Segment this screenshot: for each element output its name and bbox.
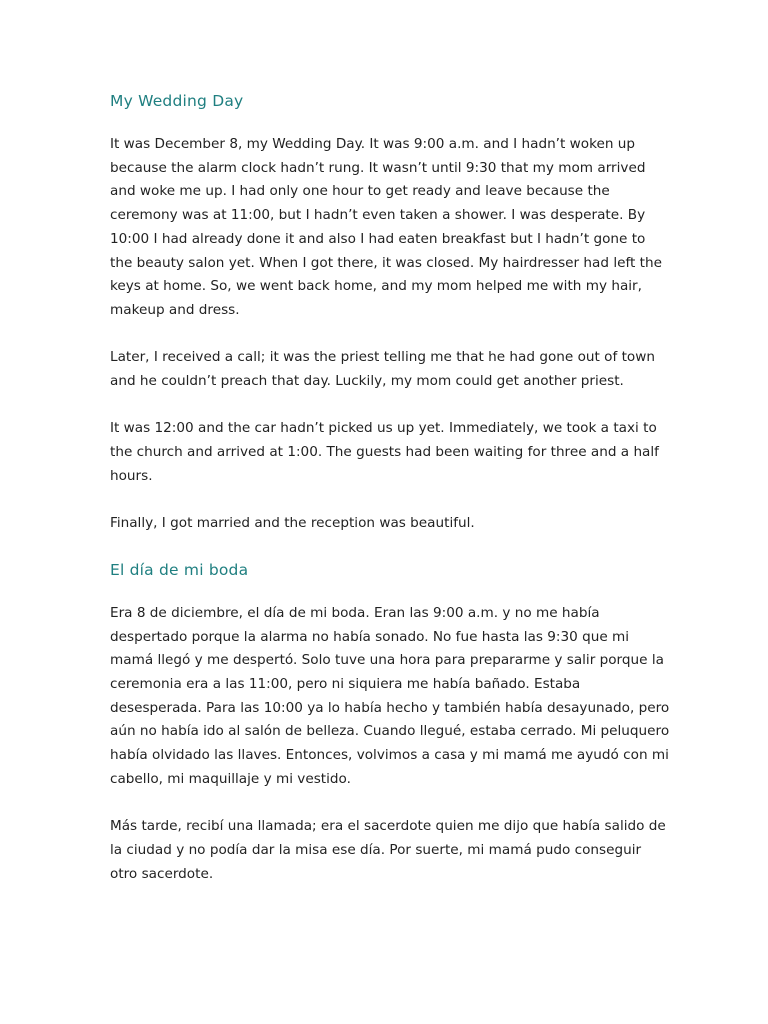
spanish-heading: El día de mi boda	[110, 560, 249, 579]
english-paragraph-3: It was 12:00 and the car hadn’t picked us up yet. Immediately, we took a taxi to the church and arrived at 1:00. The guests had been waiting for three and a half hours.	[110, 420, 659, 484]
english-heading: My Wedding Day	[110, 92, 244, 110]
english-paragraph-1: It was December 8, my Wedding Day. It was 9:00 a.m. and I hadn’t woken up because the alarm clock hadn’t rung. It wasn’t until 9:30 that my mom arrived and woke me up. I had only one hour to get ready and leave because the ceremony was at 11:00, but I hadn’t even taken a shower. I was desperate. By 10:00 I had already done it and also I had eaten breakfast but I hadn’t gone to the beauty salon yet. When I got there, it was closed. My hairdresser had left the keys at home. So, we went back home, and my mom helped me with my hair, makeup and dress.	[110, 136, 662, 318]
spanish-paragraph-2: Más tarde, recibí una llamada; era el sacerdote quien me dijo que había salido de la ciudad y no podía dar la misa ese día. Por suerte, mi mamá pudo conseguir otro sacerdote.	[110, 818, 666, 882]
english-paragraph-2: Later, I received a call; it was the priest telling me that he had gone out of town and he couldn’t preach that day. Luckily, my mom could get another priest.	[110, 349, 655, 390]
spanish-paragraph-1: Era 8 de diciembre, el día de mi boda. Eran las 9:00 a.m. y no me había despertado porque la alarma no había sonado. No fue hasta las 9:30 que mi mamá llegó y me despertó. Solo tuve una hora para prepararme y salir porque la ceremonia era a las 11:00, pero ni siquiera me había bañado. Estaba desesperada. Para las 10:00 ya lo había hecho y también había desayunado, pero aún no había ido al salón de belleza. Cuando llegué, estaba cerrado. Mi peluquero había olvidado las llaves. Entonces, volvimos a casa y mi mamá me ayudó con mi cabello, mi maquillaje y mi vestido.	[110, 604, 670, 787]
english-paragraph-4: Finally, I got married and the reception was beautiful.	[110, 515, 475, 532]
document-page	[110, 80, 670, 910]
